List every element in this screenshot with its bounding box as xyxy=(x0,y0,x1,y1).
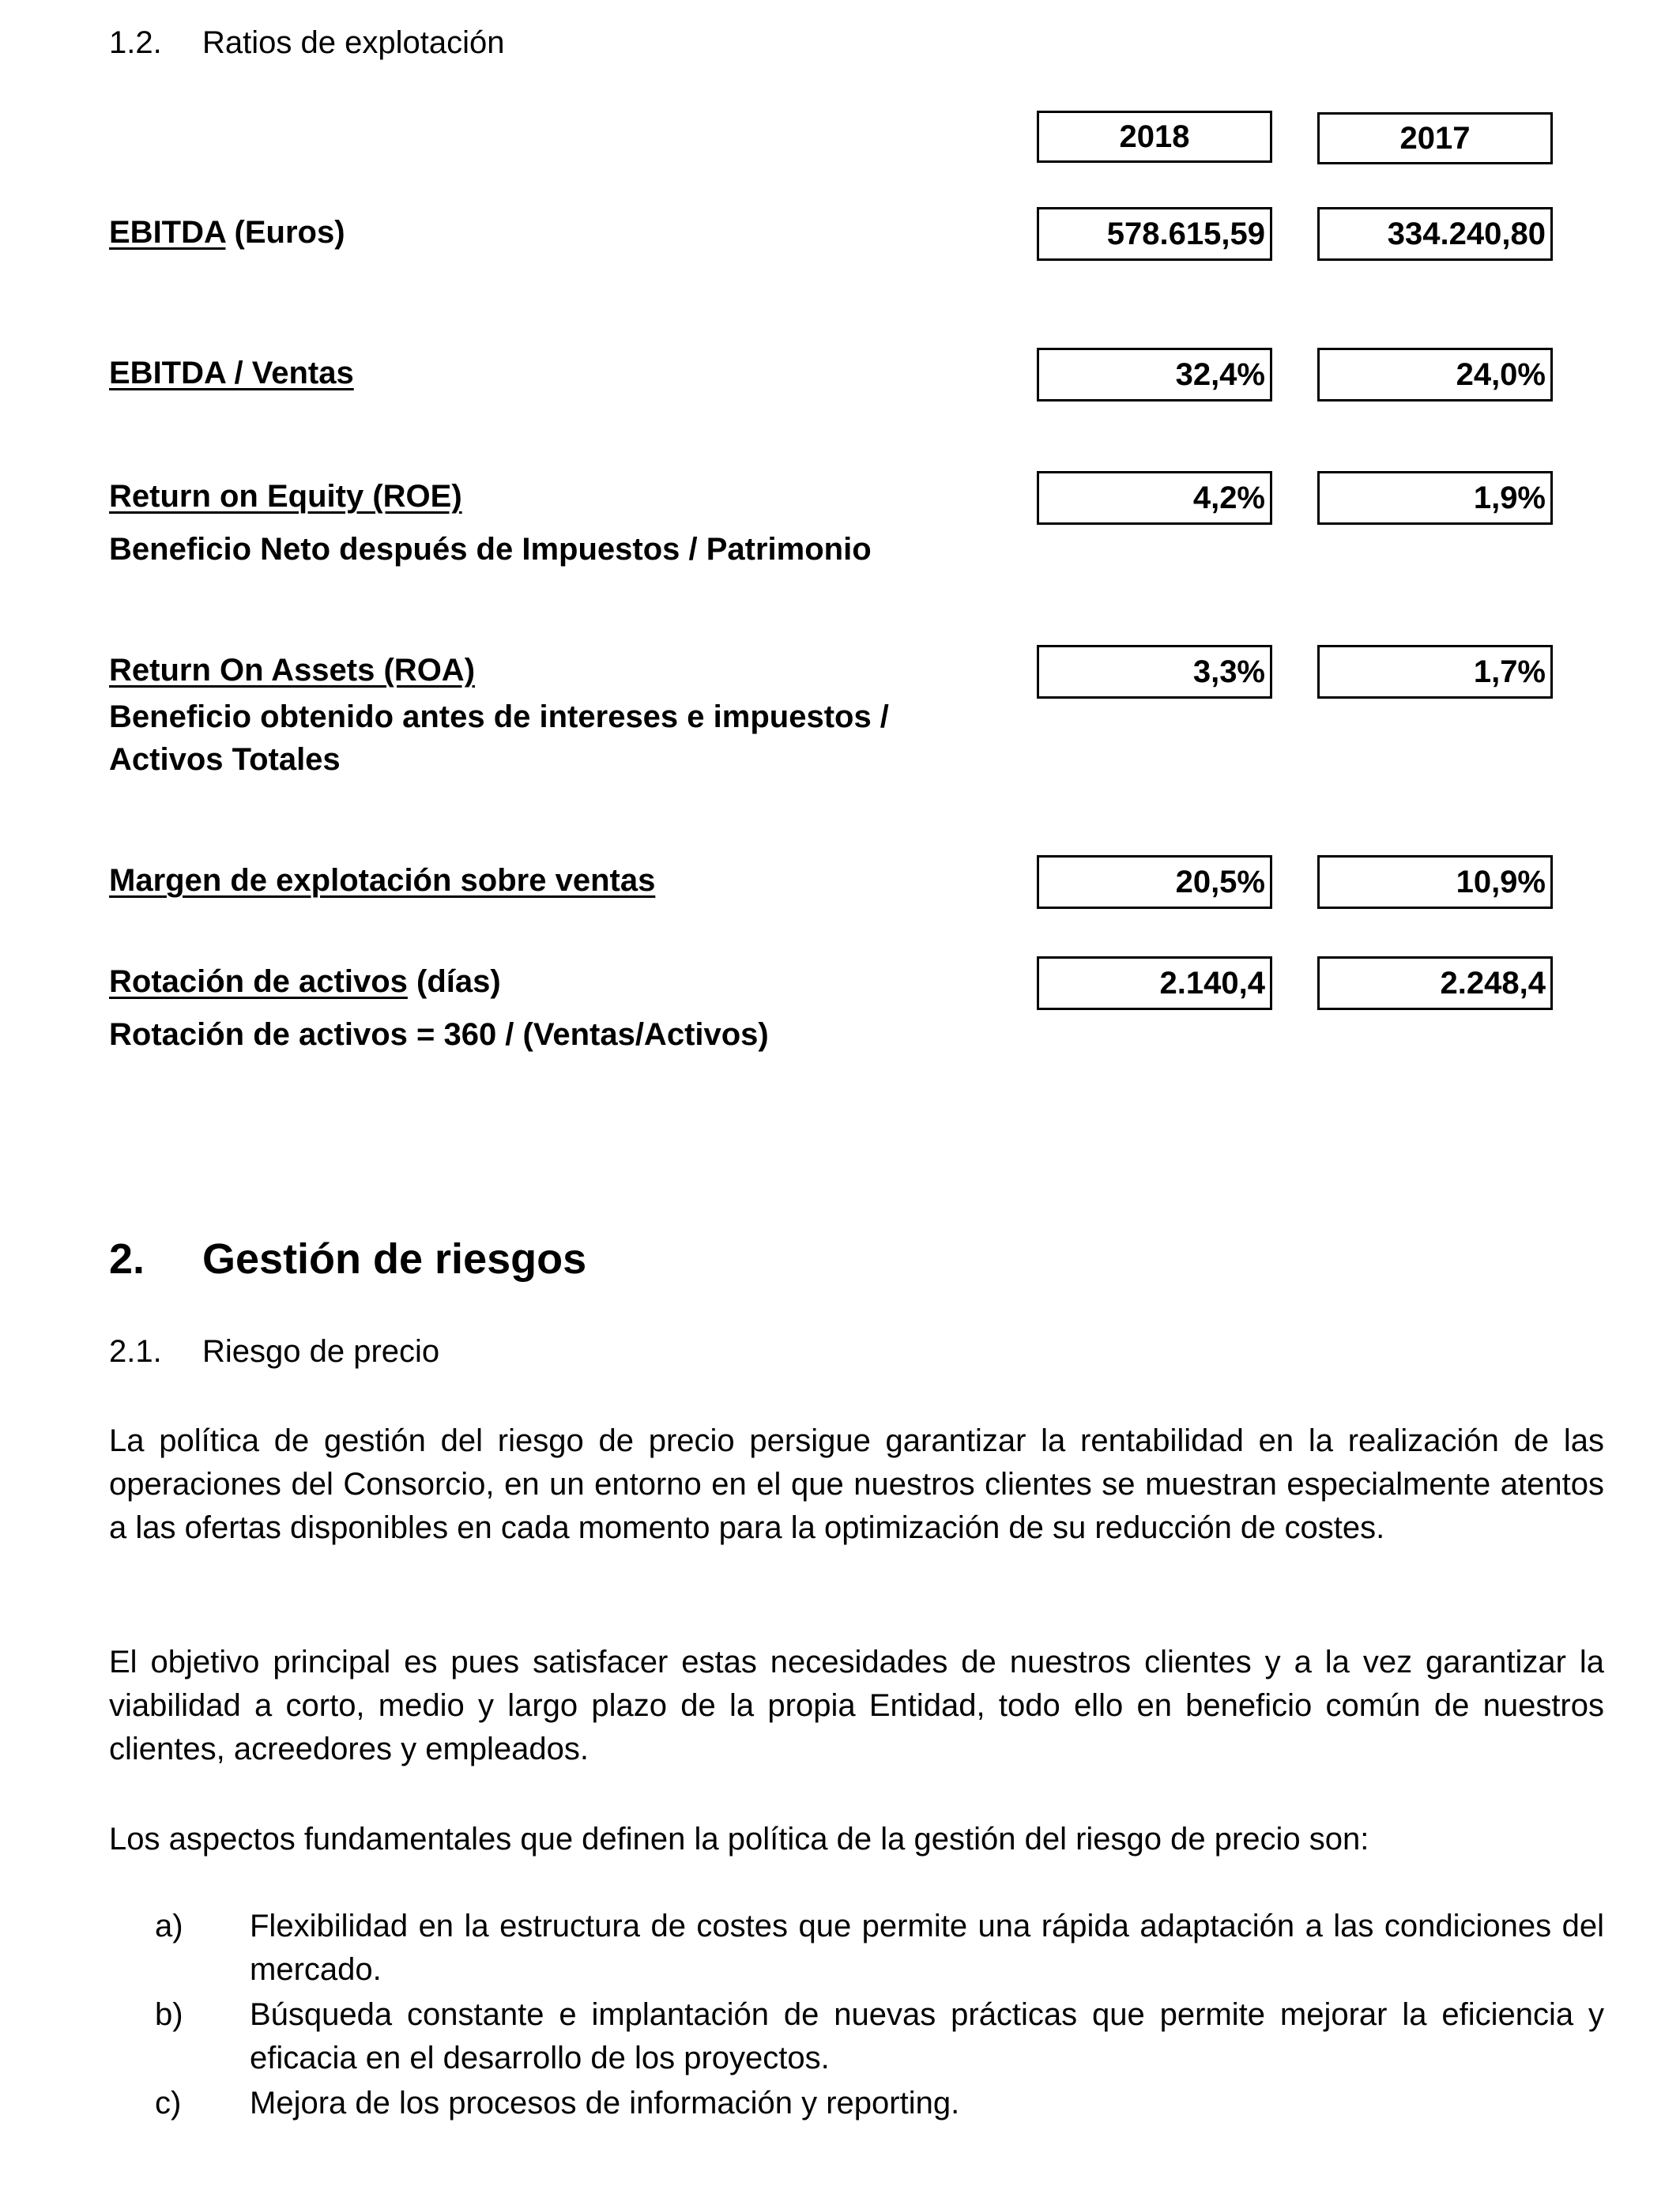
section-1-2-title: Ratios de explotación xyxy=(202,25,505,60)
ebitda-ventas-2017-value: 24,0% xyxy=(1317,348,1553,401)
margen-2017-value: 10,9% xyxy=(1317,855,1553,909)
list-item-b-marker: b) xyxy=(155,1997,183,2032)
section-2-1-number: 2.1. xyxy=(109,1334,162,1369)
roa-2017-value: 1,7% xyxy=(1317,645,1553,699)
ebitda-2017-value: 334.240,80 xyxy=(1317,207,1553,261)
ebitda-label xyxy=(109,215,345,251)
roe-description: Beneficio Neto después de Impuestos / Patrimonio xyxy=(109,532,872,567)
rotacion-2017-value: 2.248,4 xyxy=(1317,956,1553,1010)
section-2-number: 2. xyxy=(109,1235,145,1283)
section-2-1-title: Riesgo de precio xyxy=(202,1334,440,1369)
roe-2017-value: 1,9% xyxy=(1317,471,1553,525)
roe-2018-value: 4,2% xyxy=(1037,471,1272,525)
ebitda-label-main: EBITDA xyxy=(109,215,226,250)
rotacion-label xyxy=(109,964,501,1000)
rotacion-2018-value: 2.140,4 xyxy=(1037,956,1272,1010)
roa-description-line1: Beneficio obtenido antes de intereses e impuestos / xyxy=(109,699,889,734)
roe-label-text: Return on Equity (ROE) xyxy=(109,479,462,514)
roa-2018-value: 3,3% xyxy=(1037,645,1272,699)
list-item-b-text: Búsqueda constante e implantación de nuevas prácticas que permite mejorar la eficiencia y eficacia en el desarrollo de los proyectos. xyxy=(250,1997,1604,2075)
ebitda-ventas-2018-value: 32,4% xyxy=(1037,348,1272,401)
paragraph-1: La política de gestión del riesgo de precio persigue garantizar la rentabilidad en la realización de las operaciones del Consorcio, en un entorno en el que nuestros clientes se muestran especialmente atentos a las ofertas disponibles en cada momento para la optimización de su reducción de costes. xyxy=(109,1423,1604,1545)
paragraph-3: Los aspectos fundamentales que definen la política de la gestión del riesgo de precio son: xyxy=(109,1822,1369,1857)
list-item-a-text: Flexibilidad en la estructura de costes que permite una rápida adaptación a las condiciones del mercado. xyxy=(250,1909,1604,1987)
list-item-c-marker: c) xyxy=(155,2086,182,2120)
roa-label xyxy=(109,653,475,688)
roe-label xyxy=(109,479,462,515)
section-1-2-number: 1.2. xyxy=(109,25,162,60)
rotacion-description: Rotación de activos = 360 / (Ventas/Activos) xyxy=(109,1017,769,1052)
list-item-a-marker: a) xyxy=(155,1909,183,1943)
rotacion-label-suffix: (días) xyxy=(416,964,501,999)
paragraph-2: El objetivo principal es pues satisfacer estas necesidades de nuestros clientes y a la vez garantizar la viabilidad a corto, medio y largo plazo de la propia Entidad, todo ello en beneficio común de nuestros clientes, acreedores y empleados. xyxy=(109,1645,1604,1766)
ebitda-ventas-label-text: EBITDA / Ventas xyxy=(109,356,354,390)
ebitda-ventas-label xyxy=(109,356,354,391)
section-2-title: Gestión de riesgos xyxy=(202,1235,587,1283)
margen-label xyxy=(109,863,655,899)
ebitda-2018-value: 578.615,59 xyxy=(1037,207,1272,261)
roa-label-text: Return On Assets (ROA) xyxy=(109,653,476,688)
list-item-c-text: Mejora de los procesos de información y reporting. xyxy=(250,2086,960,2120)
margen-label-text: Margen de explotación sobre ventas xyxy=(109,863,656,898)
rotacion-label-main: Rotación de activos xyxy=(109,964,408,999)
margen-2018-value: 20,5% xyxy=(1037,855,1272,909)
ebitda-label-suffix: (Euros) xyxy=(234,215,345,250)
year-header-2017: 2017 xyxy=(1317,112,1553,164)
roa-description-line2: Activos Totales xyxy=(109,742,341,777)
year-header-2018: 2018 xyxy=(1037,111,1272,163)
